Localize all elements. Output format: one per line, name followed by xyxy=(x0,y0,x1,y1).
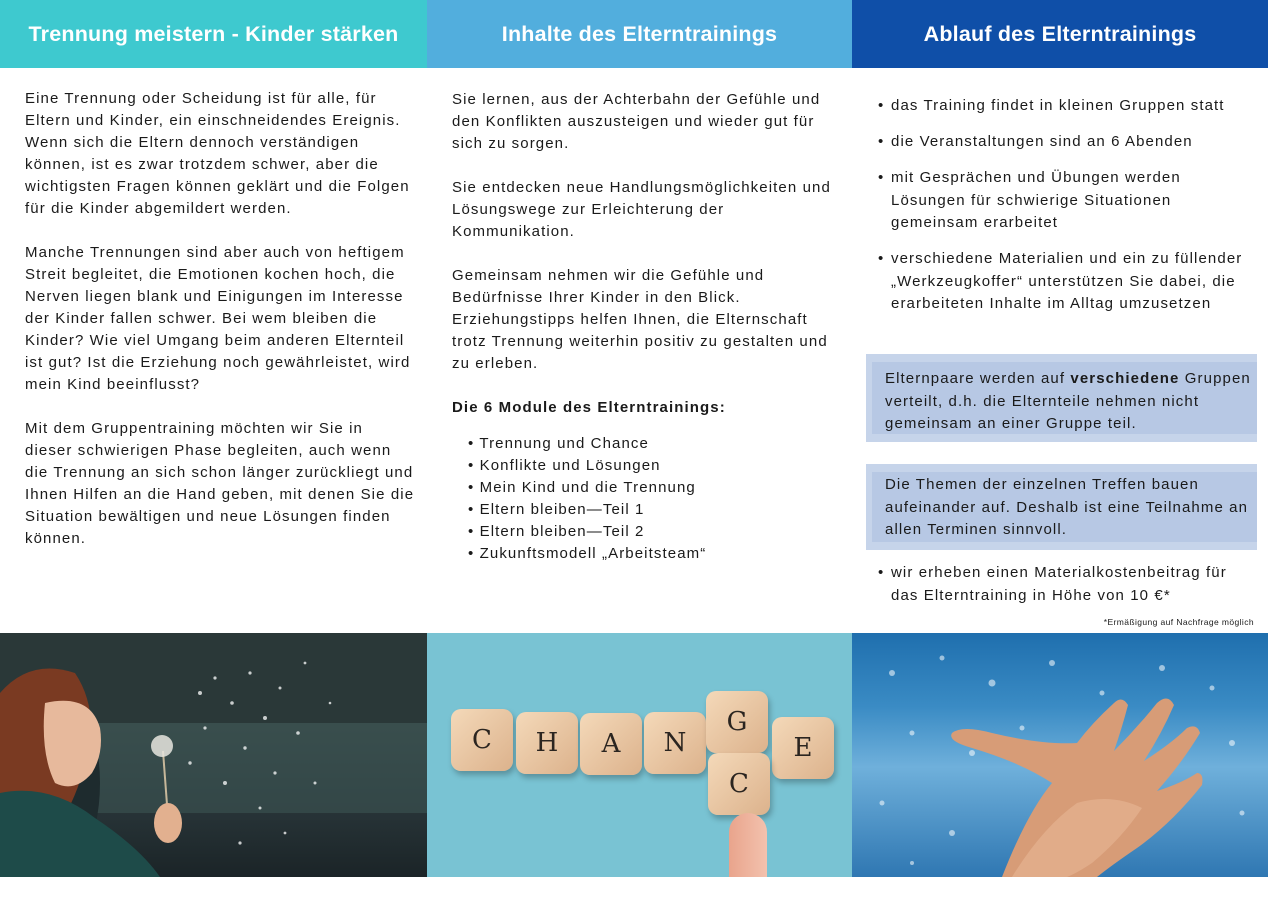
hand-illustration xyxy=(852,633,1268,877)
info-box-text: Die Themen der einzelnen Treffen bauen aufeinander auf. Deshalb ist eine Teilnahme an allen Terminen sinnvoll. xyxy=(885,476,1249,538)
bullet-text: mit Gesprächen und Übungen werden Lösungen für schwierige Situationen gemeinsam erarbeitet xyxy=(891,169,1181,231)
info-text: Gruppen verteilt, d.h. die Elternteile nehmen nicht gemeinsam an einer Gruppe teil. xyxy=(885,370,1251,432)
column-text-2 xyxy=(452,89,847,565)
info-text-bold: verschiedene xyxy=(1070,370,1180,387)
dandelion-illustration xyxy=(0,633,427,877)
bullet-text: verschiedene Materialien und ein zu füllender „Werkzeugkoffer“ unterstützen Sie dabei, die erarbeiteten Inhalte im Alltag umzusetzen xyxy=(891,250,1243,312)
column-trennung xyxy=(0,0,427,633)
info-box-text xyxy=(885,368,1251,436)
die-e: E xyxy=(772,717,834,779)
paragraph: Manche Trennungen sind aber auch von heftigem Streit begleitet, die Emotionen kochen hoch, die Nerven liegen blank und Einigungen im Interesse der Kinder fallen schwer. Bei wem bleiben die Kinder? Wie viel Umgang beim anderen Elternteil ist gut? Ist die Erziehung noch gewährleistet, wird mein Kind beeinflusst? xyxy=(25,244,411,393)
paragraph: Sie entdecken neue Handlungsmöglichkeiten und Lösungswege zur Erleichterung der Kommunikation. xyxy=(452,179,831,240)
paragraph: Eine Trennung oder Scheidung ist für alle, für Eltern und Kinder, ein einschneidendes Ereignis. Wenn sich die Eltern dennoch verständigen können, ist es zwar trotzdem schwer, aber die wichtigsten Fragen können geklärt und die Folgen für die Kinder abgemildert werden. xyxy=(25,90,410,217)
finger xyxy=(729,813,767,877)
paragraph: Mit dem Gruppentraining möchten wir Sie in dieser schwierigen Phase begleiten, auch wenn die Trennung an sich schon länger zurückliegt und Ihnen Hilfen an die Hand geben, mit denen Sie die Situation bewältigen und neue Lösungen finden können. xyxy=(25,420,415,547)
bullet-item xyxy=(878,562,1253,607)
column-title-2: Inhalte des Elterntrainings xyxy=(427,0,852,68)
die-g: G xyxy=(706,691,768,753)
column-title-3: Ablauf des Elterntrainings xyxy=(852,0,1268,68)
photo-dandelion xyxy=(0,633,427,877)
column-ablauf xyxy=(852,0,1268,633)
footnote: *Ermäßigung auf Nachfrage möglich xyxy=(1103,617,1254,627)
paragraph: Sie lernen, aus der Achterbahn der Gefühle und den Konflikten auszusteigen und wieder gut für sich zu sorgen. xyxy=(452,91,821,152)
modules-heading: Die 6 Module des Elterntrainings: xyxy=(452,399,726,416)
modules-list xyxy=(452,433,847,565)
die-h: H xyxy=(516,712,578,774)
column-inhalte xyxy=(427,0,852,633)
bullet-dot: • xyxy=(878,564,885,581)
info-box-topics xyxy=(866,464,1257,550)
photo-hand-water xyxy=(852,633,1268,877)
die-c-lower: C xyxy=(708,753,770,815)
module-item: • Trennung und Chance xyxy=(468,433,847,455)
die-a: A xyxy=(580,713,642,775)
die-c: C xyxy=(451,709,513,771)
column-text-1 xyxy=(25,88,415,572)
bullet-dot: • xyxy=(878,250,885,267)
module-item: • Zukunftsmodell „Arbeitsteam“ xyxy=(468,543,847,565)
module-item: • Mein Kind und die Trennung xyxy=(468,477,847,499)
bullet-item xyxy=(878,131,1258,154)
module-item: • Konflikte und Lösungen xyxy=(468,455,847,477)
bullet-item xyxy=(878,248,1253,316)
bullet-item xyxy=(878,95,1258,118)
bullet-dot: • xyxy=(878,169,885,186)
die-n: N xyxy=(644,712,706,774)
module-item: • Eltern bleiben—Teil 1 xyxy=(468,499,847,521)
bullet-dot: • xyxy=(878,133,885,150)
info-text: Elternpaare werden auf xyxy=(885,370,1071,387)
module-item: • Eltern bleiben—Teil 2 xyxy=(468,521,847,543)
bullet-text: die Veranstaltungen sind an 6 Abenden xyxy=(891,133,1193,150)
info-box-groups xyxy=(866,354,1257,442)
bullet-text: das Training findet in kleinen Gruppen statt xyxy=(891,97,1225,114)
photo-change-dice xyxy=(427,633,852,877)
column-title-1: Trennung meistern - Kinder stärken xyxy=(0,0,427,68)
bullet-text: wir erheben einen Materialkostenbeitrag für das Elterntraining in Höhe von 10 €* xyxy=(891,564,1227,604)
paragraph: Gemeinsam nehmen wir die Gefühle und Bedürfnisse Ihrer Kinder in den Blick. Erziehungstipps helfen Ihnen, die Elternschaft trotz Trennung weiterhin positiv zu gestalten und zu erleben. xyxy=(452,267,828,372)
bullet-dot: • xyxy=(878,97,885,114)
bullet-item xyxy=(878,167,1218,235)
